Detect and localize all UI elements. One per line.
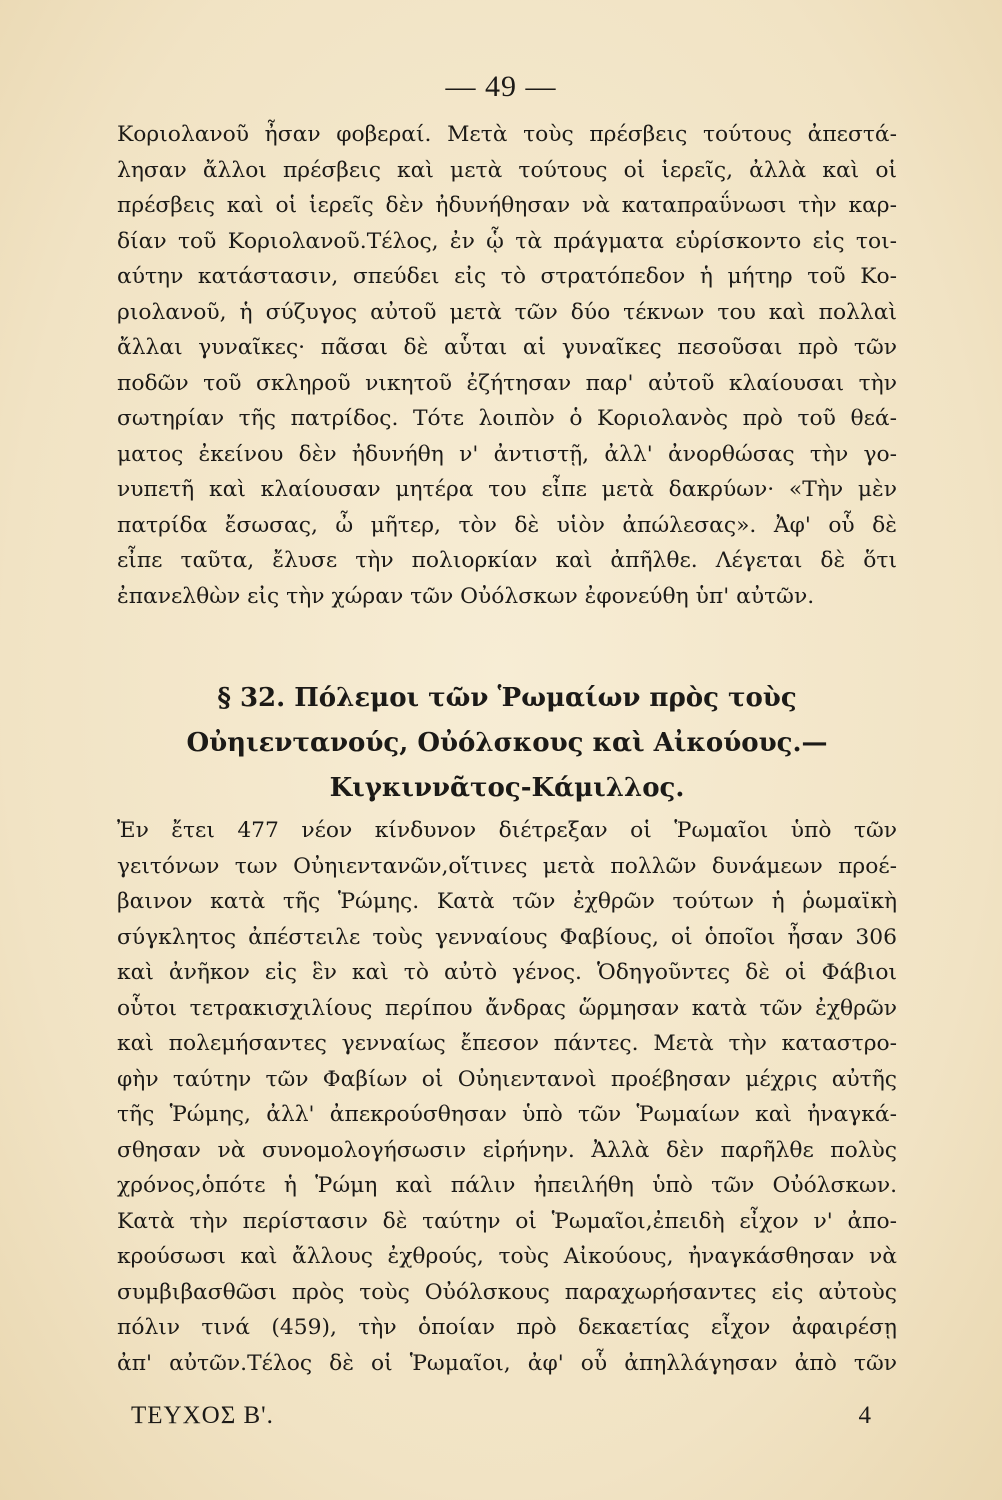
text-line: ματος ἐκείνου δὲν ἠδυνήθη ν' ἀντιστῇ, ἀλλ' ἀνορθώσας τὴν γο- — [117, 441, 897, 467]
text-line: οὗτοι τετρακισχιλίους περίπου ἄνδρας ὥρμησαν κατὰ τῶν ἐχθρῶν — [117, 995, 897, 1021]
paragraph-coriolanus — [117, 117, 897, 614]
text-line: πρέσβεις καὶ οἱ ἱερεῖς δὲν ἠδυνήθησαν νὰ καταπραΰνωσι τὴν καρ- — [117, 193, 897, 218]
sheet-number: 4 — [858, 1402, 871, 1429]
paragraph-wars — [117, 813, 897, 1381]
text-line: γειτόνων των Οὐηιεντανῶν,οἵτινες μετὰ πολλῶν δυνάμεων προέ- — [117, 853, 897, 879]
text-line: δίαν τοῦ Κοριολανοῦ.Τέλος, ἐν ᾧ τὰ πράγματα εὑρίσκοντο εἰς τοι- — [117, 228, 897, 254]
text-line: ἐπανελθὼν εἰς τὴν χώραν τῶν Οὐόλσκων ἐφονεύθη ὑπ' αὐτῶν. — [117, 583, 815, 609]
text-line: καὶ ἀνῆκον εἰς ἓν καὶ τὸ αὐτὸ γένος. Ὁδηγοῦντες δὲ οἱ Φάβιοι — [117, 960, 897, 985]
text-line: ἀπ' αὐτῶν.Τέλος δὲ οἱ Ῥωμαῖοι, ἀφ' οὗ ἀπηλλάγησαν ἀπὸ τῶν — [117, 1350, 897, 1376]
heading-line: Οὐηιεντανούς, Οὐόλσκους καὶ Αἰκούους.— — [186, 728, 828, 758]
text-line: ἄλλαι γυναῖκες· πᾶσαι δὲ αὗται αἱ γυναῖκες πεσοῦσαι πρὸ τῶν — [117, 335, 897, 360]
text-line: κρούσωσι καὶ ἄλλους ἐχθρούς, τοὺς Αἰκούους, ἠναγκάσθησαν νὰ — [117, 1244, 897, 1269]
text-line: πόλιν τινά (459), τὴν ὁποίαν πρὸ δεκαετίας εἶχον ἀφαιρέσῃ — [117, 1315, 897, 1340]
text-line: καὶ πολεμήσαντες γενναίως ἔπεσον πάντες. Μετὰ τὴν καταστρο- — [117, 1031, 897, 1056]
text-line: Κατὰ τὴν περίστασιν δὲ ταύτην οἱ Ῥωμαῖοι,ἐπειδὴ εἶχον ν' ἀπο- — [117, 1208, 897, 1234]
text-line: νυπετῆ καὶ κλαίουσαν μητέρα του εἶπε μετὰ δακρύων· «Τὴν μὲν — [117, 477, 897, 502]
text-line: σωτηρίαν τῆς πατρίδος. Τότε λοιπὸν ὁ Κοριολανὸς πρὸ τοῦ θεά- — [117, 406, 897, 431]
text-line: εἶπε ταῦτα, ἔλυσε τὴν πολιορκίαν καὶ ἀπῆλθε. Λέγεται δὲ ὅτι — [117, 548, 897, 573]
heading-line: § 32. Πόλεμοι τῶν Ῥωμαίων πρὸς τοὺς — [217, 683, 797, 713]
text-line: ποδῶν τοῦ σκληροῦ νικητοῦ ἐζήτησαν παρ' αὐτοῦ κλαίουσαι τὴν — [117, 370, 897, 396]
section-heading — [117, 676, 897, 811]
text-line: σθησαν νὰ συνομολογήσωσιν εἰρήνην. Ἀλλὰ δὲν παρῆλθε πολὺς — [117, 1137, 897, 1163]
text-line: ριολανοῦ, ἡ σύζυγος αὐτοῦ μετὰ τῶν δύο τέκνων του καὶ πολλαὶ — [117, 299, 897, 325]
heading-line: Κιγκιννᾶτος-Κάμιλλος. — [329, 773, 685, 803]
text-line: χρόνος,ὁπότε ἡ Ῥώμη καὶ πάλιν ἠπειλήθη ὑπὸ τῶν Οὐόλσκων. — [117, 1173, 897, 1198]
text-line: Ἐν ἔτει 477 νέον κίνδυνον διέτρεξαν οἱ Ῥωμαῖοι ὑπὸ τῶν — [117, 818, 897, 843]
text-line: βαινον κατὰ τῆς Ῥώμης. Κατὰ τῶν ἐχθρῶν τούτων ἡ ῥωμαϊκὴ — [117, 889, 897, 914]
page-number: — 49 — — [445, 70, 557, 103]
text-line: συμβιβασθῶσι πρὸς τοὺς Οὐόλσκους παραχωρήσαντες εἰς αὐτοὺς — [117, 1279, 897, 1305]
signature-mark: ΤΕΥΧΟΣ Β'. — [131, 1402, 274, 1429]
text-line: πατρίδα ἔσωσας, ὦ μῆτερ, τὸν δὲ υἱὸν ἀπώλεσας». Ἀφ' οὗ δὲ — [117, 512, 897, 538]
text-line: Κοριολανοῦ ἦσαν φοβεραί. Μετὰ τοὺς πρέσβεις τούτους ἀπεστά- — [117, 122, 897, 147]
text-line: αύτην κατάστασιν, σπεύδει εἰς τὸ στρατόπεδον ἡ μήτηρ τοῦ Κο- — [117, 264, 897, 289]
text-line: φὴν ταύτην τῶν Φαβίων οἱ Οὐηιεντανοὶ προέβησαν μέχρις αὐτῆς — [117, 1066, 897, 1092]
text-line: λησαν ἄλλοι πρέσβεις καὶ μετὰ τούτους οἱ ἱερεῖς, ἀλλὰ καὶ οἱ — [117, 157, 897, 183]
text-line: σύγκλητος ἀπέστειλε τοὺς γενναίους Φαβίους, οἱ ὁποῖοι ἦσαν 306 — [117, 924, 897, 950]
text-line: τῆς Ῥώμης, ἀλλ' ἀπεκρούσθησαν ὑπὸ τῶν Ῥωμαίων καὶ ἠναγκά- — [117, 1102, 897, 1127]
